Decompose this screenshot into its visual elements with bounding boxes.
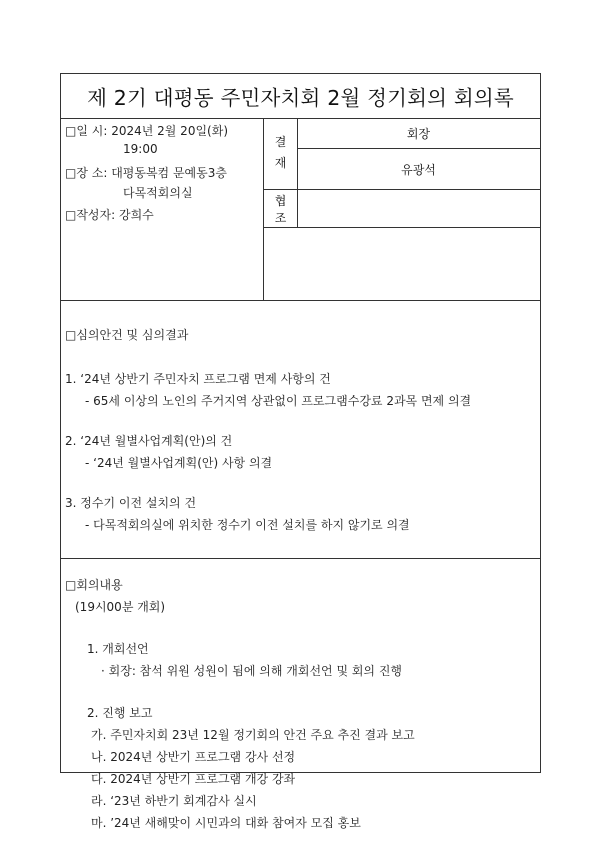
meeting-details bbox=[61, 118, 264, 300]
agenda-section bbox=[61, 300, 540, 559]
agenda-item-1-title: 1. ‘24년 상반기 주민자치 프로그램 면제 사항의 건 bbox=[65, 372, 331, 386]
agenda-item-2-title: 2. ‘24년 월별사업계획(안)의 건 bbox=[65, 434, 233, 448]
cooperation-label bbox=[264, 189, 298, 227]
section-2-item: 다. 2024년 상반기 프로그램 개강 강좌 bbox=[91, 772, 296, 786]
cooperation-cell bbox=[297, 190, 540, 227]
approval-label bbox=[264, 118, 298, 189]
approval-signature: 유광석 bbox=[401, 162, 436, 177]
agenda-item-3-title: 3. 정수기 이전 설치의 건 bbox=[65, 496, 197, 510]
minutes-section bbox=[61, 558, 540, 830]
approval-label-gyeol: 결 bbox=[274, 135, 287, 149]
agenda-item-2-detail: - ‘24년 월별사업계획(안) 사항 의결 bbox=[85, 456, 273, 470]
section-2-item: 나. 2024년 상반기 프로그램 강사 선정 bbox=[91, 750, 296, 764]
section-1-title: 1. 개회선언 bbox=[87, 642, 149, 656]
agenda-item-1-detail: - 65세 이상의 노인의 주거지역 상관없이 프로그램수강료 2과목 면제 의결 bbox=[85, 394, 472, 408]
meeting-info-block bbox=[61, 118, 540, 301]
agenda-header: □심의안건 및 심의결과 bbox=[65, 328, 189, 342]
cooperation-label-hyeop: 협 bbox=[274, 194, 287, 208]
meeting-place: □장 소: 대평동복컴 문예동3층 bbox=[65, 166, 227, 180]
section-2-item: 라. ‘23년 하반기 회계감사 실시 bbox=[91, 794, 257, 808]
meeting-room: 다목적회의실 bbox=[123, 186, 193, 200]
cooperation-divider bbox=[264, 227, 540, 228]
document-title: 제 2기 대평동 주민자치회 2월 정기회의 회의록 bbox=[61, 74, 540, 119]
opening-time: (19시00분 개회) bbox=[75, 600, 166, 614]
agenda-item-3-detail: - 다목적회의실에 위치한 정수기 이전 설치를 하지 않기로 의결 bbox=[85, 518, 410, 532]
meeting-date: □일 시: 2024년 2월 20일(화) bbox=[65, 124, 228, 138]
section-1-detail: · 회장: 참석 위원 성원이 됨에 의해 개회선언 및 회의 진행 bbox=[101, 664, 403, 678]
meeting-writer: □작성자: 강희수 bbox=[65, 208, 154, 222]
meeting-time: 19:00 bbox=[123, 142, 158, 156]
section-2-item: 마. ’24년 새해맞이 시민과의 대화 참여자 모집 홍보 bbox=[91, 816, 361, 830]
minutes-document bbox=[60, 73, 541, 830]
section-2-item: 가. 주민자치회 23년 12월 정기회의 안건 주요 추진 결과 보고 bbox=[91, 728, 415, 742]
section-2-title: 2. 진행 보고 bbox=[87, 706, 153, 720]
approval-label-jae: 재 bbox=[274, 156, 287, 170]
minutes-header: □회의내용 bbox=[65, 578, 123, 592]
cooperation-label-jo: 조 bbox=[274, 211, 287, 225]
approval-role: 회장 bbox=[406, 126, 431, 141]
